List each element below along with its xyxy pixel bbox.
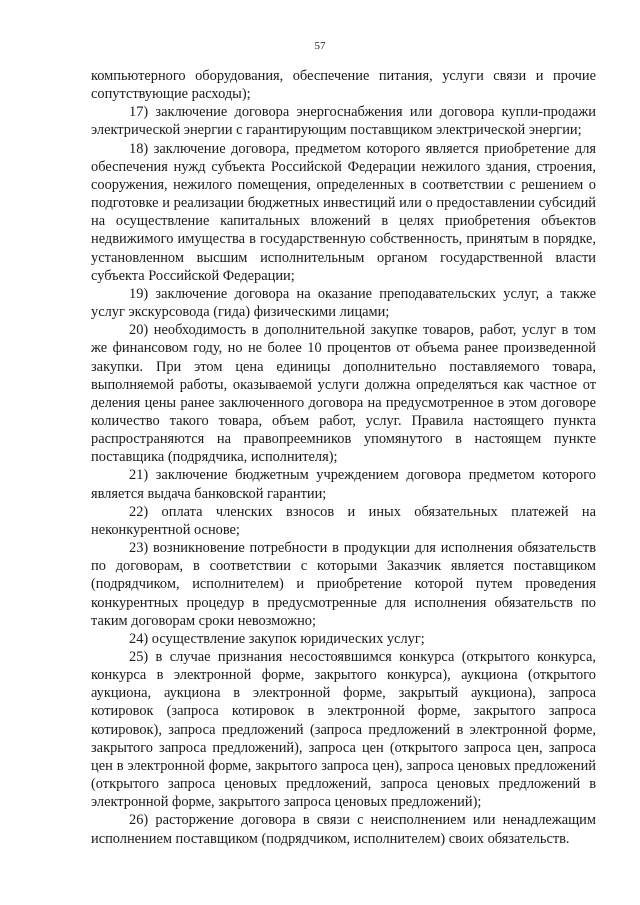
paragraph-item-21: 21) заключение бюджетным учреждением договора предметом которого является выдача банковской гарантии; [91, 467, 596, 502]
paragraph-item-23: 23) возникновение потребности в продукции для исполнения обязательств по договорам, в соответствии с которыми Заказчик является поставщиком (подрядчиком, исполнителем) и приобретение которой путем проведения конкурентных процедур в предусмотренные для исполнения обязательств по таким договорам сроки невозможно; [91, 540, 596, 629]
paragraph-item-19: 19) заключение договора на оказание преподавательских услуг, а также услуг экскурсовода (гида) физическими лицами; [91, 285, 596, 321]
paragraph-item-20: 20) необходимость в дополнительной закупке товаров, работ, услуг в том же финансовом году, но не более 10 процентов от объема ранее произведенной закупки. При этом цена единицы дополнительно поставляемого товара, выполняемой работы, оказываемой услуги должна определяться как частное от деления цены ранее заключенного договора на предусмотренное в этом договоре количество такого товара, объем работ, услуг. Правила настоящего пункта распространяются на правопреемников упомянутого в настоящем пункте поставщика (подрядчика, исполнителя); [91, 322, 596, 466]
paragraph-item-25: 25) в случае признания несостоявшимся конкурса (открытого конкурса, конкурса в электронной форме, закрытого конкурса), аукциона (открытого аукциона, аукциона в электронной форме, закрытый аукциона), запроса котировок (запроса котировок в электронной форме, закрытого запроса котировок), запроса предложений (запроса предложений в электронной форме, закрытого запроса предложений), запроса цен (открытого запроса цен, запроса цен в электронной форме, закрытого запроса цен), запроса ценовых предложений (открытого запроса ценовых предложений, запроса ценовых предложений в электронной форме, закрытого запроса ценовых предложений); [91, 649, 596, 811]
page-number: 57 [314, 40, 326, 52]
paragraph-item-26: 26) расторжение договора в связи с неисполнением или ненадлежащим исполнением поставщиком (подрядчиком, исполнителем) своих обязательств. [91, 812, 596, 847]
paragraph-item-24: 24) осуществление закупок юридических услуг; [129, 630, 425, 647]
paragraph-item-22: 22) оплата членских взносов и иных обязательных платежей на неконкурентной основе; [91, 503, 596, 538]
document-body [91, 67, 596, 848]
paragraph-item-18: 18) заключение договора, предметом которого является приобретение для обеспечения нужд субъекта Российской Федерации нежилого здания, строения, сооружения, нежилого помещения, определенных в соответствии с решением о подготовке и реализации бюджетных инвестиций или о предоставлении субсидий на осуществление капитальных вложений в целях приобретения объектов недвижимого имущества в государственную собственность, принятым в порядке, установленном высшим исполнительным органом государственной власти субъекта Российской Федерации; [91, 140, 596, 284]
paragraph-item-17: 17) заключение договора энергоснабжения или договора купли-продажи электрической энергии с гарантирующим поставщиком электрической энергии; [91, 104, 596, 139]
paragraph-continuation: компьютерного оборудования, обеспечение питания, услуги связи и прочие сопутствующие расходы); [91, 68, 596, 103]
